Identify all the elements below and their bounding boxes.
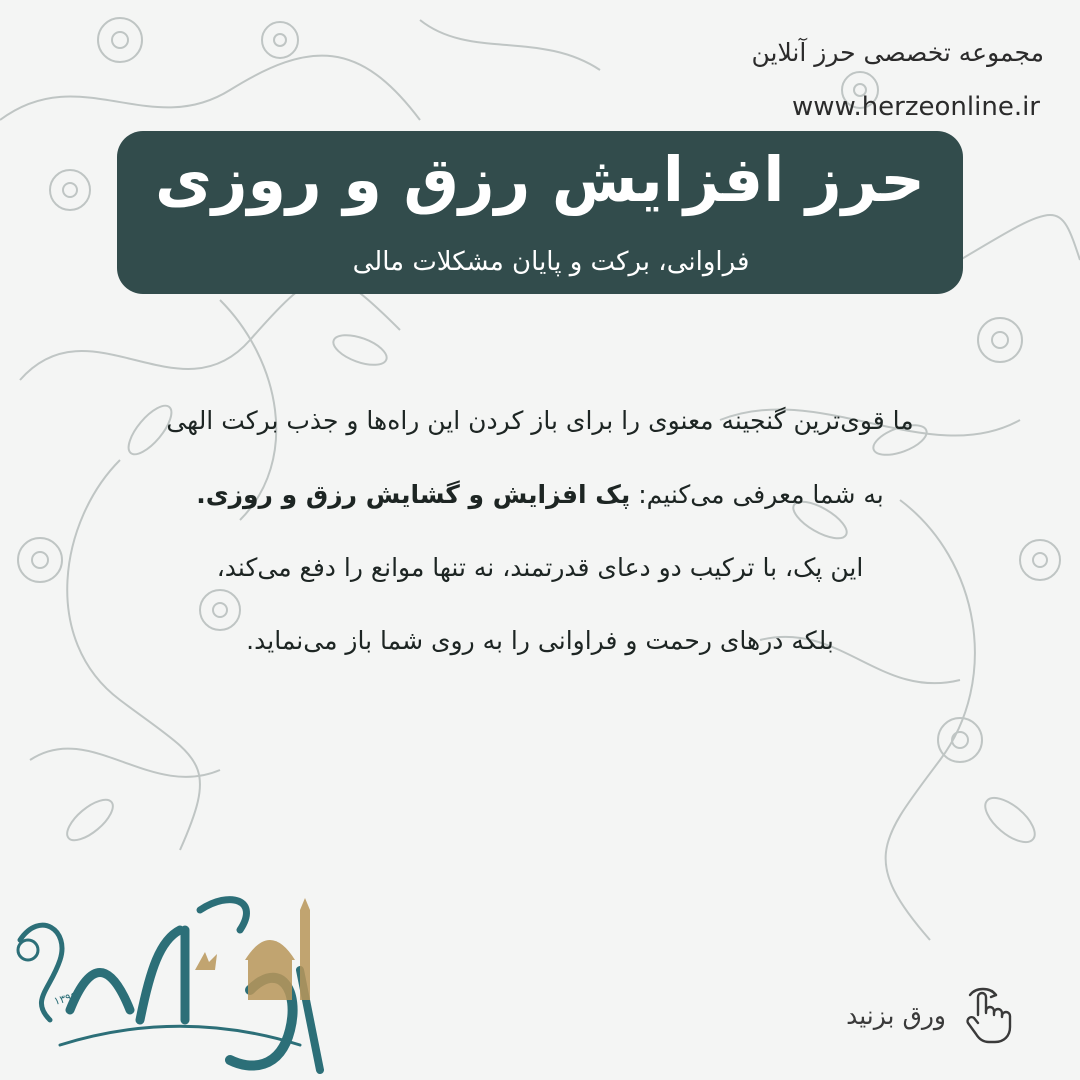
title-card	[117, 131, 963, 294]
herze-online-logo-icon	[0, 870, 340, 1080]
swipe-label: ورق بزنید	[846, 1000, 946, 1030]
page-title: حرز افزایش رزق و روزی	[155, 143, 925, 216]
body-line-2	[120, 480, 960, 510]
svg-text:۱۳۹۹: ۱۳۹۹	[52, 989, 79, 1008]
brand-tagline: مجموعه تخصصی حرز آنلاین	[751, 38, 1044, 67]
body-line-3: این پک، با ترکیب دو دعای قدرتمند، نه تنها موانع را دفع می‌کند،	[216, 553, 864, 582]
body-line-2-prefix: به شما معرفی می‌کنیم:	[638, 480, 884, 509]
website-url[interactable]: www.herzeonline.ir	[792, 92, 1040, 122]
page-subtitle: فراوانی، برکت و پایان مشکلات مالی	[352, 247, 750, 277]
hand-pointer-swipe-icon	[962, 985, 1014, 1045]
body-line-4: بلکه درهای رحمت و فراوانی را به روی شما باز می‌نماید.	[246, 626, 834, 655]
swipe-hint[interactable]	[846, 985, 1014, 1045]
body-line-1: ما قوی‌ترین گنجینه معنوی را برای باز کردن این راه‌ها و جذب برکت الهی	[166, 406, 914, 435]
product-name-highlight: پک افزایش و گشایش رزق و روزی.	[196, 480, 631, 509]
